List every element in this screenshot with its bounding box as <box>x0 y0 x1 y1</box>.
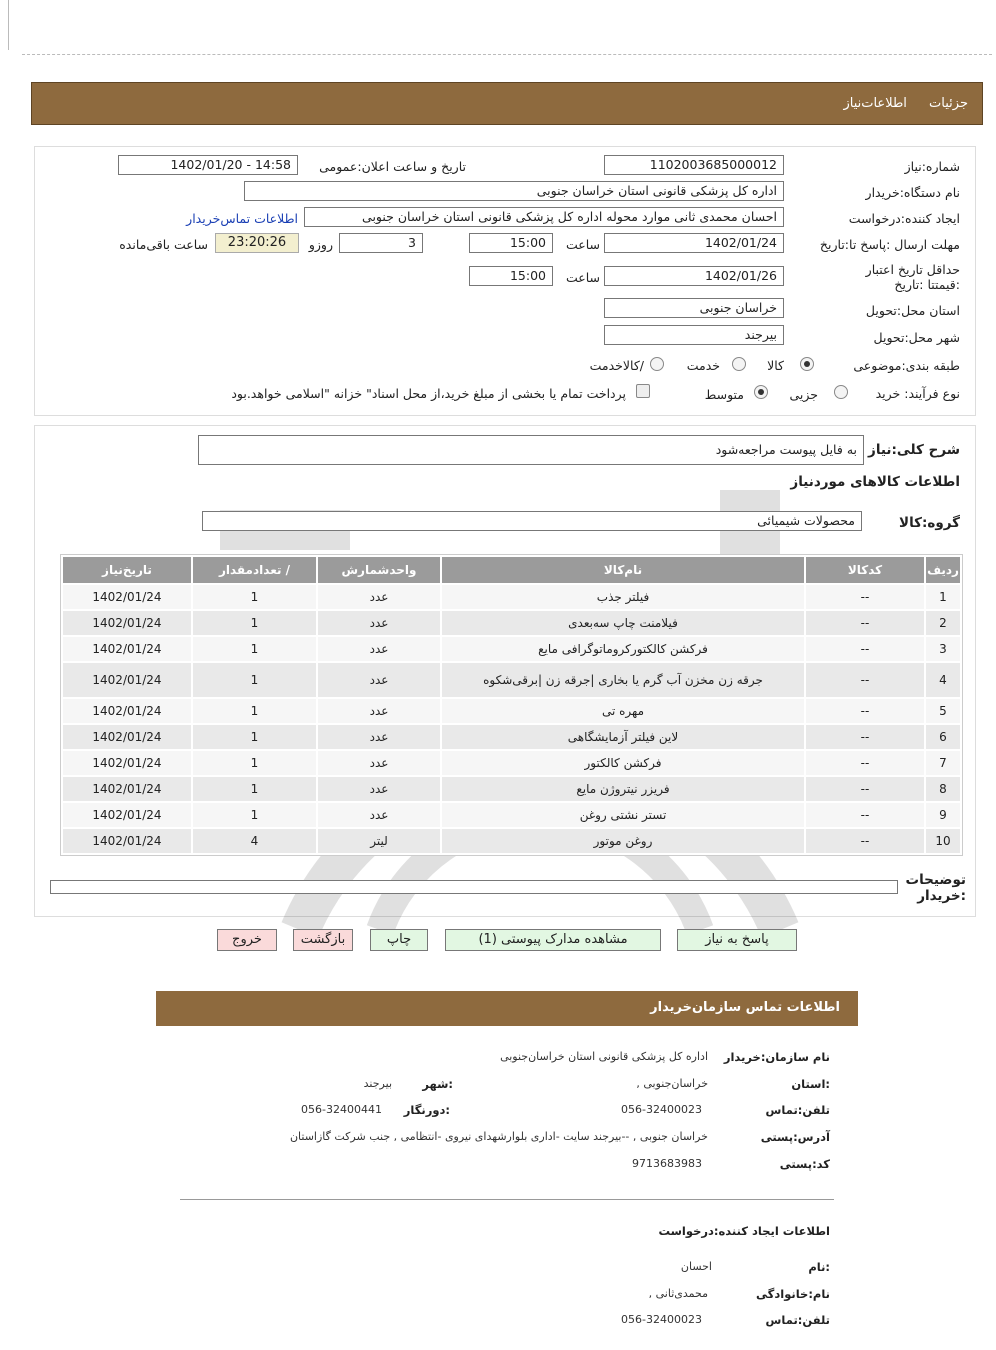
item-name: جرقه زن مخزن آب گرم یا بخاری |جرقه زن |برقی‌شکوه <box>442 663 804 697</box>
table-row <box>63 803 960 827</box>
goods-info-title: اطلاعات کالاهای موردنیاز <box>790 474 960 490</box>
contact-phone-label: تلفن:تماس <box>765 1103 830 1117</box>
creator-phone-value: 056-32400023 <box>621 1313 702 1326</box>
item-quantity: 1 <box>193 585 316 609</box>
contact-province-label: :استان <box>791 1077 830 1091</box>
payment-note: پرداخت تمام یا بخشی از مبلغ خرید،از محل اسناد" خزانه "اسلامی خواهد.بود <box>231 386 626 401</box>
buyer-org-label: نام دستگاه:خریدار <box>865 185 960 200</box>
row-number: 2 <box>926 611 960 635</box>
col-date-header: تاریخ‌نیاز <box>63 557 191 583</box>
creator-last-name-value: محمدی‌ثانی , <box>648 1287 708 1300</box>
contact-title: اطلاعات تماس سازمان‌خریدار <box>650 1000 840 1015</box>
contact-postal-value: 9713683983 <box>632 1157 702 1170</box>
item-code: -- <box>806 637 924 661</box>
validity-date-field: 1402/01/26 <box>604 266 784 286</box>
item-quantity: 1 <box>193 637 316 661</box>
col-code-header: کدکالا <box>806 557 924 583</box>
col-row-header: ردیف <box>926 557 960 583</box>
view-attachments-button[interactable]: مشاهده مدارک پیوستی (1) <box>445 929 661 951</box>
category-option-service: خدمت <box>686 358 720 373</box>
item-unit: لیتر <box>318 829 440 853</box>
validity-time-label: ساعت <box>565 270 600 285</box>
col-name-header: نام‌کالا <box>442 557 804 583</box>
item-name: فیلامنت چاپ سه‌بعدی <box>442 611 804 635</box>
need-number-label: شماره:نیاز <box>904 159 960 174</box>
item-name: روغن موتور <box>442 829 804 853</box>
validity-label: حداقل تاریخ اعتبار :قیمتتا :تاریخ <box>865 262 960 292</box>
page-edge-line <box>8 0 9 50</box>
item-name: فرکشن کالکتور <box>442 751 804 775</box>
item-quantity: 1 <box>193 663 316 697</box>
org-name-value: اداره کل پزشکی قانونی استان خراسان‌جنوبی <box>500 1050 708 1063</box>
item-need-date: 1402/01/24 <box>63 585 191 609</box>
item-code: -- <box>806 663 924 697</box>
item-quantity: 1 <box>193 699 316 723</box>
contact-header-bar <box>156 991 858 1026</box>
org-name-label: نام سازمان:خریدار <box>723 1050 830 1064</box>
item-unit: عدد <box>318 725 440 749</box>
print-button[interactable]: چاپ <box>370 929 428 951</box>
table-row <box>63 725 960 749</box>
contact-address-value: خراسان جنوبی , --بیرجند سایت -اداری بلوارشهدای نیروی -انتظامی , جنب شرکت گازاستان <box>289 1130 708 1143</box>
row-number: 6 <box>926 725 960 749</box>
row-number: 5 <box>926 699 960 723</box>
item-name: فریزر نیتروژن مایع <box>442 777 804 801</box>
table-row <box>63 611 960 635</box>
header-bar <box>31 82 983 125</box>
item-code: -- <box>806 751 924 775</box>
item-need-date: 1402/01/24 <box>63 663 191 697</box>
table-row <box>63 699 960 723</box>
days-label: روزو <box>308 237 333 252</box>
goods-group-label: گروه:کالا <box>899 515 960 531</box>
table-row <box>63 637 960 661</box>
contact-address-label: آدرس:پستی <box>760 1130 830 1144</box>
deadline-label: مهلت ارسال :پاسخ تا:تاریخ <box>819 237 960 252</box>
buyer-contact-link[interactable]: اطلاعات تماس‌خریدار <box>186 211 298 226</box>
row-number: 1 <box>926 585 960 609</box>
item-need-date: 1402/01/24 <box>63 725 191 749</box>
item-quantity: 1 <box>193 777 316 801</box>
process-option-minor: جزیی <box>789 387 818 402</box>
validity-time-field: 15:00 <box>469 266 553 286</box>
need-number-field: 1102003685000012 <box>604 155 784 175</box>
item-unit: عدد <box>318 803 440 827</box>
item-code: -- <box>806 829 924 853</box>
contact-fax-label: :دورنگار <box>403 1103 450 1117</box>
item-unit: عدد <box>318 699 440 723</box>
remaining-timer: 23:20:26 <box>215 233 299 253</box>
announce-field: 1402/01/20 - 14:58 <box>118 155 298 175</box>
table-row <box>63 777 960 801</box>
item-code: -- <box>806 725 924 749</box>
creator-first-name-value: احسان <box>680 1260 712 1273</box>
tab-details[interactable]: جزئیات <box>929 96 968 111</box>
deadline-date-field: 1402/01/24 <box>604 233 784 253</box>
general-description-label: شرح کلی:نیاز <box>868 442 960 458</box>
item-unit: عدد <box>318 637 440 661</box>
row-number: 8 <box>926 777 960 801</box>
item-quantity: 1 <box>193 725 316 749</box>
buyer-notes-field <box>50 880 898 894</box>
item-code: -- <box>806 585 924 609</box>
item-quantity: 4 <box>193 829 316 853</box>
table-row <box>63 663 960 697</box>
contact-city-value: بیرجند <box>363 1077 392 1090</box>
province-field: خراسان جنوبی <box>604 298 784 318</box>
contact-phone-value: 056-32400023 <box>621 1103 702 1116</box>
item-need-date: 1402/01/24 <box>63 803 191 827</box>
back-button[interactable]: بازگشت <box>293 929 353 951</box>
item-name: لاین فیلتر آزمایشگاهی <box>442 725 804 749</box>
items-table <box>60 554 963 856</box>
table-row <box>63 585 960 609</box>
category-option-goods: کالا <box>767 358 784 373</box>
item-unit: عدد <box>318 777 440 801</box>
city-field: بیرجند <box>604 325 784 345</box>
tab-need-info[interactable]: اطلاعات‌نیاز <box>843 96 907 111</box>
contact-province-value: خراسان‌جنوبی , <box>636 1077 708 1090</box>
reply-button[interactable]: پاسخ به نیاز <box>677 929 797 951</box>
remaining-label: ساعت باقی‌مانده <box>119 237 208 252</box>
table-row <box>63 829 960 853</box>
creator-last-name-label: نام:خانوادگی <box>756 1287 830 1301</box>
row-number: 3 <box>926 637 960 661</box>
item-quantity: 1 <box>193 803 316 827</box>
requester-label: ایجاد کننده:درخواست <box>848 211 960 226</box>
row-number: 7 <box>926 751 960 775</box>
item-name: فیلتر جذب <box>442 585 804 609</box>
process-radio-minor[interactable] <box>834 385 848 399</box>
item-need-date: 1402/01/24 <box>63 637 191 661</box>
item-need-date: 1402/01/24 <box>63 829 191 853</box>
item-name: فرکشن کالکتورکروماتوگرافی مایع <box>442 637 804 661</box>
general-description-field: به فایل پیوست مراجعه‌شود <box>198 435 864 465</box>
contact-fax-value: 056-32400441 <box>301 1103 382 1116</box>
item-code: -- <box>806 611 924 635</box>
item-need-date: 1402/01/24 <box>63 777 191 801</box>
item-unit: عدد <box>318 663 440 697</box>
item-name: مهره تی <box>442 699 804 723</box>
item-need-date: 1402/01/24 <box>63 611 191 635</box>
item-unit: عدد <box>318 611 440 635</box>
col-unit-header: واحدشمارش <box>318 557 440 583</box>
item-code: -- <box>806 699 924 723</box>
goods-group-field: محصولات شیمیائی <box>202 511 862 531</box>
category-radio-service[interactable] <box>732 357 746 371</box>
row-number: 9 <box>926 803 960 827</box>
item-name: تستر نشتی روغن <box>442 803 804 827</box>
row-number: 10 <box>926 829 960 853</box>
item-unit: عدد <box>318 585 440 609</box>
treasury-payment-checkbox[interactable] <box>636 384 650 398</box>
days-field: 3 <box>339 233 423 253</box>
creator-title: اطلاعات ایجاد کننده:درخواست <box>658 1224 830 1238</box>
contact-postal-label: کد:پستی <box>779 1157 830 1171</box>
category-radio-goods[interactable] <box>800 357 814 371</box>
category-radio-goods-service[interactable] <box>650 357 664 371</box>
col-qty-header: / تعدادمقدار <box>193 557 316 583</box>
city-label: شهر محل:تحویل <box>873 330 960 345</box>
contact-city-label: :شهر <box>422 1077 453 1091</box>
process-radio-medium[interactable] <box>754 385 768 399</box>
category-option-goods-service: /کالاخدمت <box>589 358 644 373</box>
creator-phone-label: تلفن:تماس <box>765 1313 830 1327</box>
exit-button[interactable]: خروج <box>217 929 277 951</box>
announce-label: تاریخ و ساعت اعلان:عمومی <box>319 159 466 174</box>
table-row <box>63 751 960 775</box>
buyer-org-field: اداره کل پزشکی قانونی استان خراسان جنوبی <box>244 181 784 201</box>
category-label: طبقه بندی:موضوعی <box>853 358 960 373</box>
item-quantity: 1 <box>193 751 316 775</box>
item-code: -- <box>806 777 924 801</box>
buyer-notes-label: توضیحات :خریدار <box>905 872 966 904</box>
creator-first-name-label: :نام <box>808 1260 830 1274</box>
province-label: استان محل:تحویل <box>865 303 960 318</box>
item-unit: عدد <box>318 751 440 775</box>
contact-separator <box>180 1199 834 1200</box>
item-quantity: 1 <box>193 611 316 635</box>
process-option-medium: متوسط <box>704 387 744 402</box>
item-need-date: 1402/01/24 <box>63 699 191 723</box>
top-divider <box>22 54 992 55</box>
requester-field: احسان محمدی ثانی موارد محوله اداره کل پزشکی قانونی استان خراسان جنوبی <box>304 207 784 227</box>
deadline-time-field: 15:00 <box>469 233 553 253</box>
item-code: -- <box>806 803 924 827</box>
deadline-time-label: ساعت <box>565 237 600 252</box>
row-number: 4 <box>926 663 960 697</box>
item-need-date: 1402/01/24 <box>63 751 191 775</box>
process-label: نوع فرآیند: خرید <box>875 386 960 401</box>
